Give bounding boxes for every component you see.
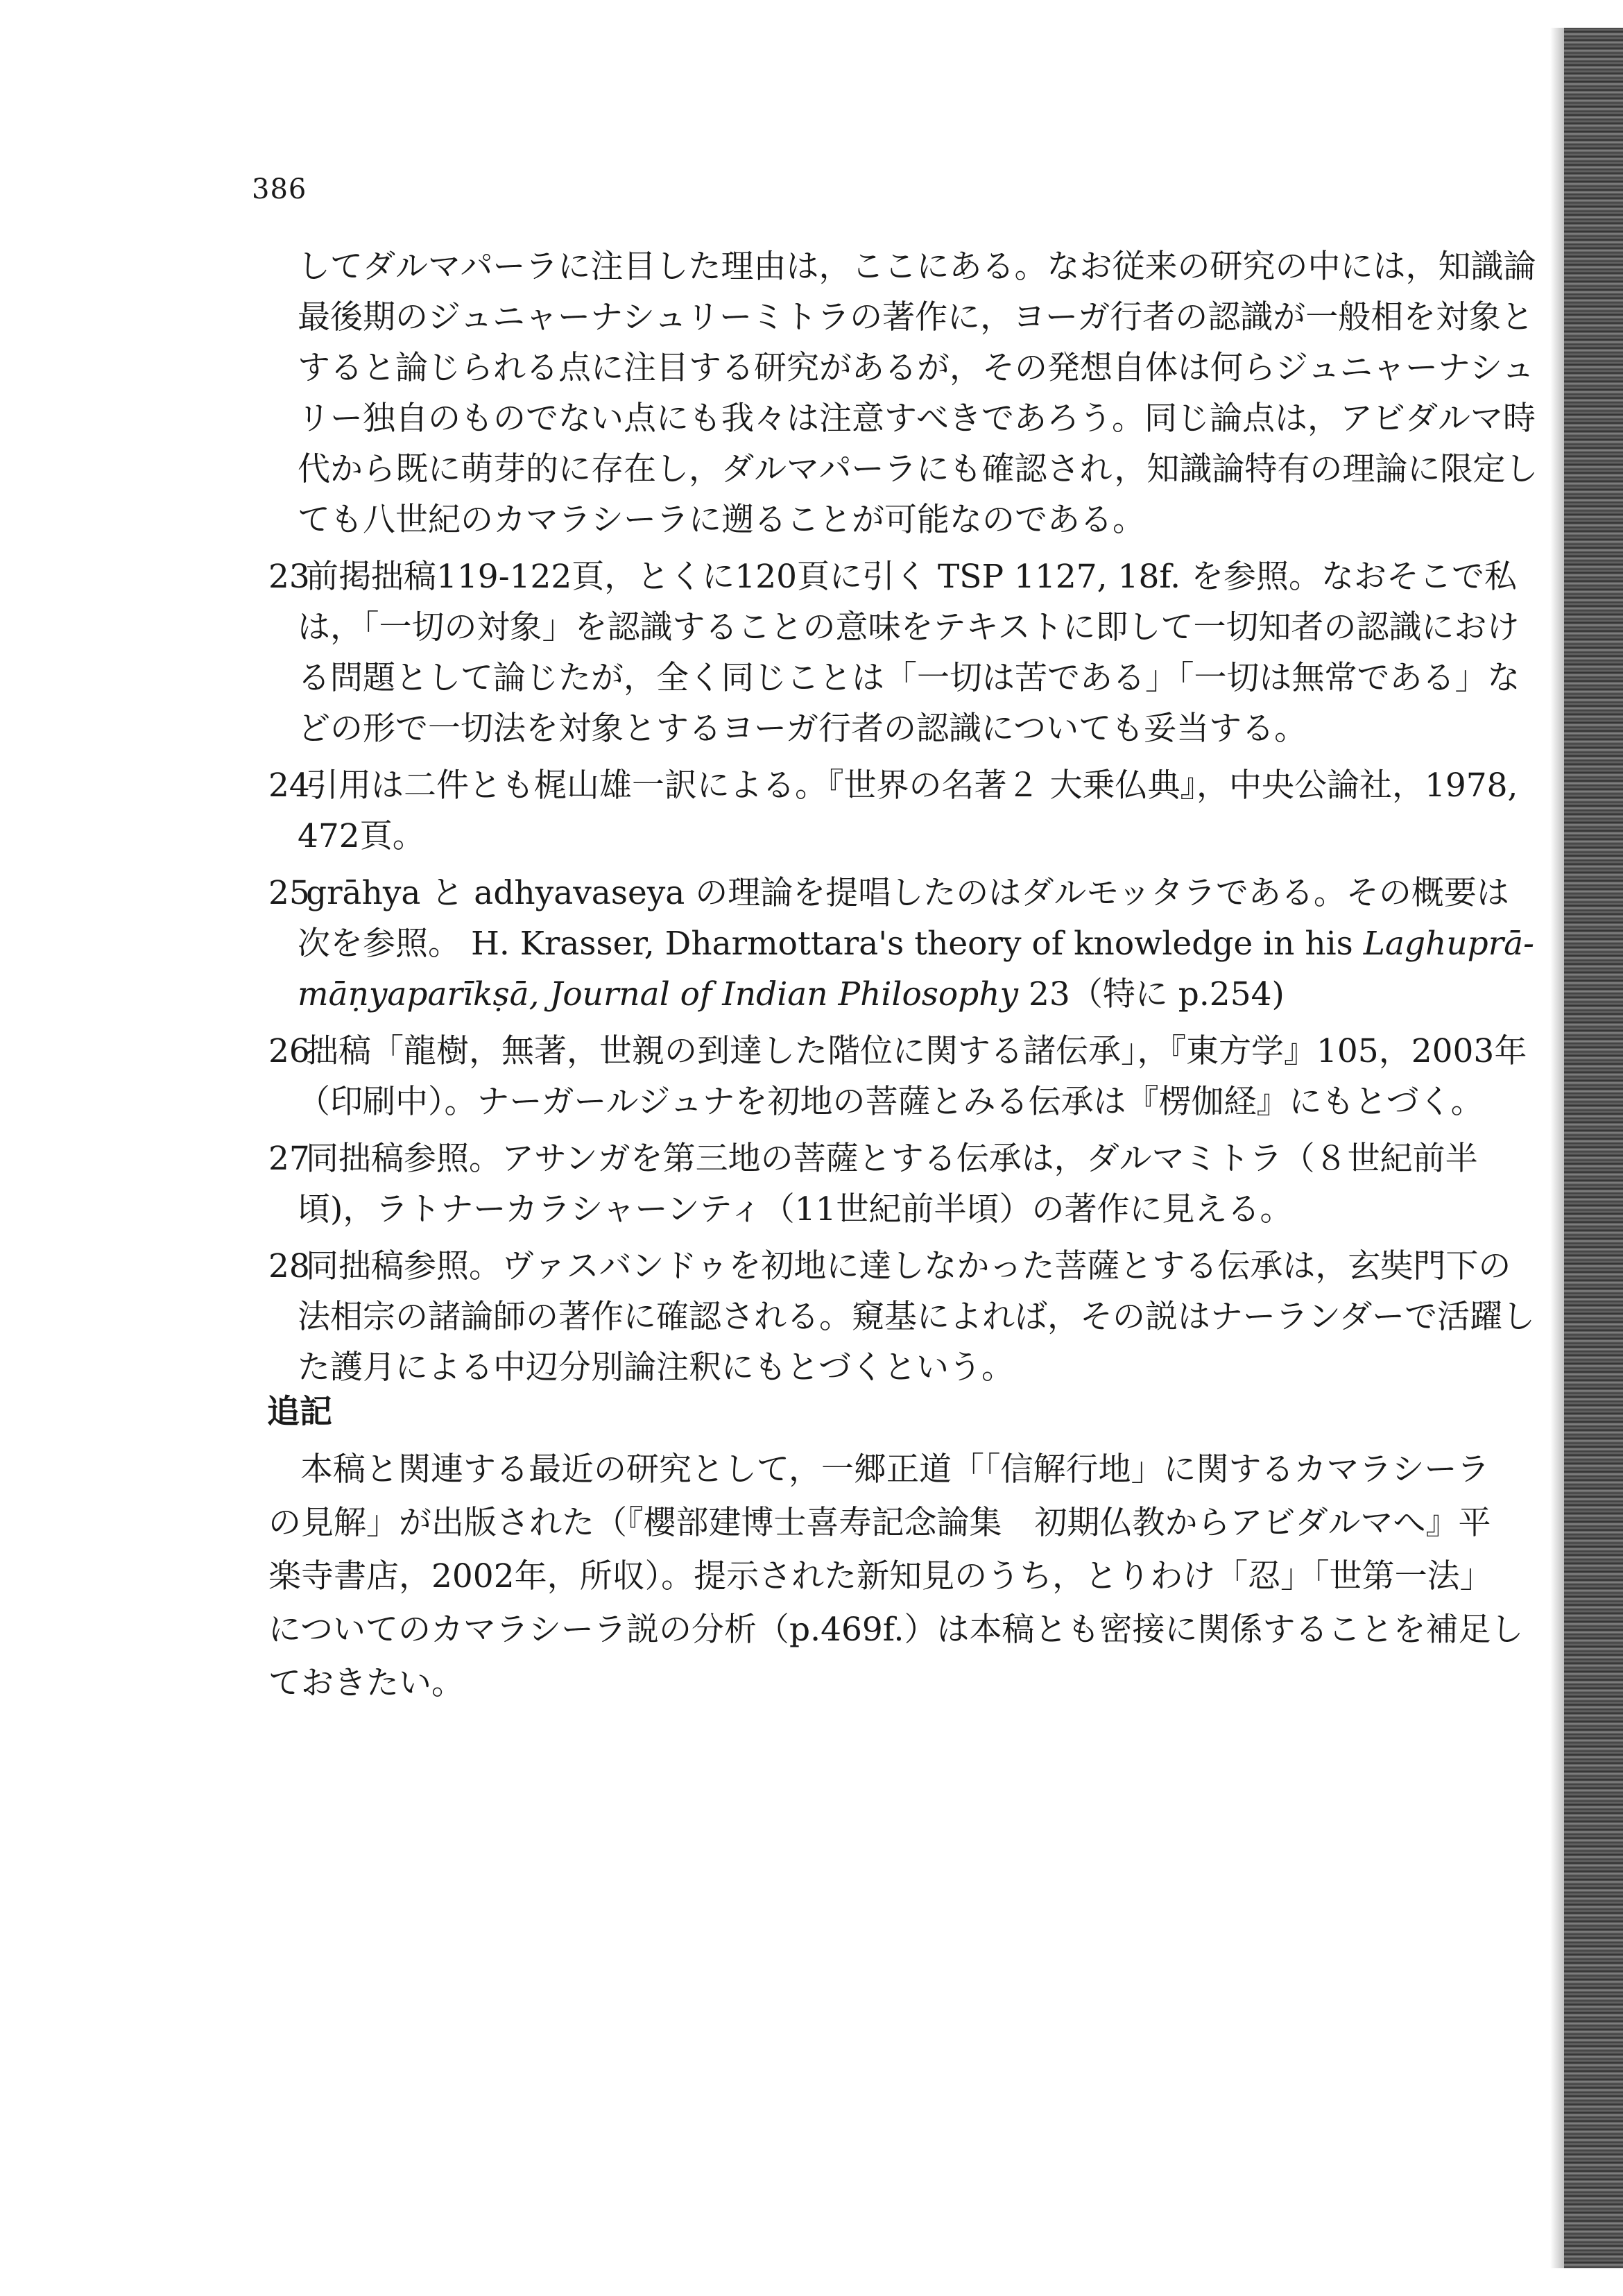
note-26 bbox=[268, 1026, 1527, 1127]
text-line: の見解」が出版された（『櫻部建博士喜寿記念論集 初期仏教からアビダルマへ』平 bbox=[268, 1504, 1491, 1542]
text-line: grāhya と adhyavaseya の理論を提唱したのはダルモッタラである。その概要は bbox=[306, 874, 1509, 912]
text-line: どの形で一切法を対象とするヨーガ行者の認識についても妥当する。 bbox=[298, 710, 1307, 748]
text-line: 472頁。 bbox=[298, 817, 425, 855]
scan-shadow bbox=[1550, 28, 1564, 2268]
note-number: 23 bbox=[268, 558, 310, 596]
text-line: リー独自のものでない点にも我々は注意すべきであろう。同じ論点は，アビダルマ時 bbox=[298, 400, 1536, 438]
text-line: 拙稿「龍樹，無著，世親の到達した階位に関する諸伝承」，『東方学』105，2003年 bbox=[306, 1032, 1527, 1070]
text-line: は，「一切の対象」を認識することの意味をテキストに即して一切知者の認識におけ bbox=[298, 608, 1520, 646]
text-line: 法相宗の諸論師の著作に確認される。窺基によれば，その説はナーランダーで活躍し bbox=[298, 1298, 1536, 1336]
note-number: 27 bbox=[268, 1140, 310, 1178]
text-line: についてのカマラシーラ説の分析（p.469f.）は本稿とも密接に関係することを補足し bbox=[268, 1611, 1524, 1649]
note-23 bbox=[268, 551, 1520, 754]
text-line: 最後期のジュニャーナシュリーミトラの著作に，ヨーガ行者の認識が一般相を対象と bbox=[298, 298, 1534, 336]
note-number: 25 bbox=[268, 874, 310, 912]
scan-edge bbox=[1564, 28, 1623, 2268]
text-line: 引用は二件とも梶山雄一訳による。『世界の名著２ 大乗仏典』，中央公論社，1978, bbox=[306, 766, 1518, 805]
note-27 bbox=[268, 1133, 1478, 1235]
text-line: 本稿と関連する最近の研究として，一郷正道「｢信解行地」に関するカマラシーラ bbox=[300, 1450, 1490, 1489]
page-number: 386 bbox=[252, 173, 307, 205]
text-line: 同拙稿参照。アサンガを第三地の菩薩とする伝承は，ダルマミトラ（８世紀前半 bbox=[306, 1140, 1478, 1178]
text-line: 頃)，ラトナーカラシャーンティ（11世紀前半頃）の著作に見える。 bbox=[298, 1190, 1293, 1228]
text-line: ておきたい。 bbox=[268, 1664, 464, 1702]
text-line: 次を参照。 H. Krasser, Dharmottara's theory of knowledge in his bbox=[298, 925, 1364, 963]
note-28 bbox=[268, 1241, 1536, 1393]
text-line: 23（特に p.254) bbox=[1018, 975, 1285, 1013]
postscript-body bbox=[268, 1443, 1524, 1710]
italic-title: Laghuprā- bbox=[1363, 925, 1535, 963]
postscript-title: 追記 bbox=[267, 1393, 332, 1431]
italic-title: māṇyaparīkṣā, Journal of Indian Philosophy bbox=[298, 975, 1019, 1013]
note-25 bbox=[268, 868, 1535, 1020]
text-line: 代から既に萌芽的に存在し，ダルマパーラにも確認され，知識論特有の理論に限定し bbox=[298, 450, 1538, 488]
note-number: 26 bbox=[268, 1032, 310, 1070]
note-number: 28 bbox=[268, 1247, 310, 1285]
text-line: 楽寺書店，2002年，所収）。提示された新知見のうち，とりわけ「忍」「世第一法」 bbox=[268, 1557, 1493, 1595]
endnotes bbox=[268, 241, 1538, 1393]
text-line: すると論じられる点に注目する研究があるが，その発想自体は何らジュニャーナシュ bbox=[298, 349, 1535, 387]
text-line: してダルマパーラに注目した理由は，ここにある。なお従来の研究の中には，知識論 bbox=[298, 248, 1536, 286]
note-number: 24 bbox=[268, 766, 310, 805]
text-line: ても八世紀のカマラシーラに遡ることが可能なのである。 bbox=[298, 501, 1145, 539]
note-22-continuation bbox=[268, 241, 1538, 545]
note-24 bbox=[268, 760, 1518, 862]
text-line: 前掲拙稿119-122頁，とくに120頁に引く TSP 1127, 18f. を参照。なおそこで私 bbox=[306, 558, 1517, 596]
text-line: 同拙稿参照。ヴァスバンドゥを初地に達しなかった菩薩とする伝承は，玄奘門下の bbox=[306, 1247, 1511, 1285]
text-line: （印刷中）。ナーガールジュナを初地の菩薩とみる伝承は『楞伽経』にもとづく。 bbox=[298, 1083, 1484, 1121]
text-line: る問題として論じたが，全く同じことは「一切は苦である」「一切は無常である」な bbox=[298, 659, 1520, 697]
text-line: た護月による中辺分別論注釈にもとづくという。 bbox=[298, 1348, 1015, 1387]
